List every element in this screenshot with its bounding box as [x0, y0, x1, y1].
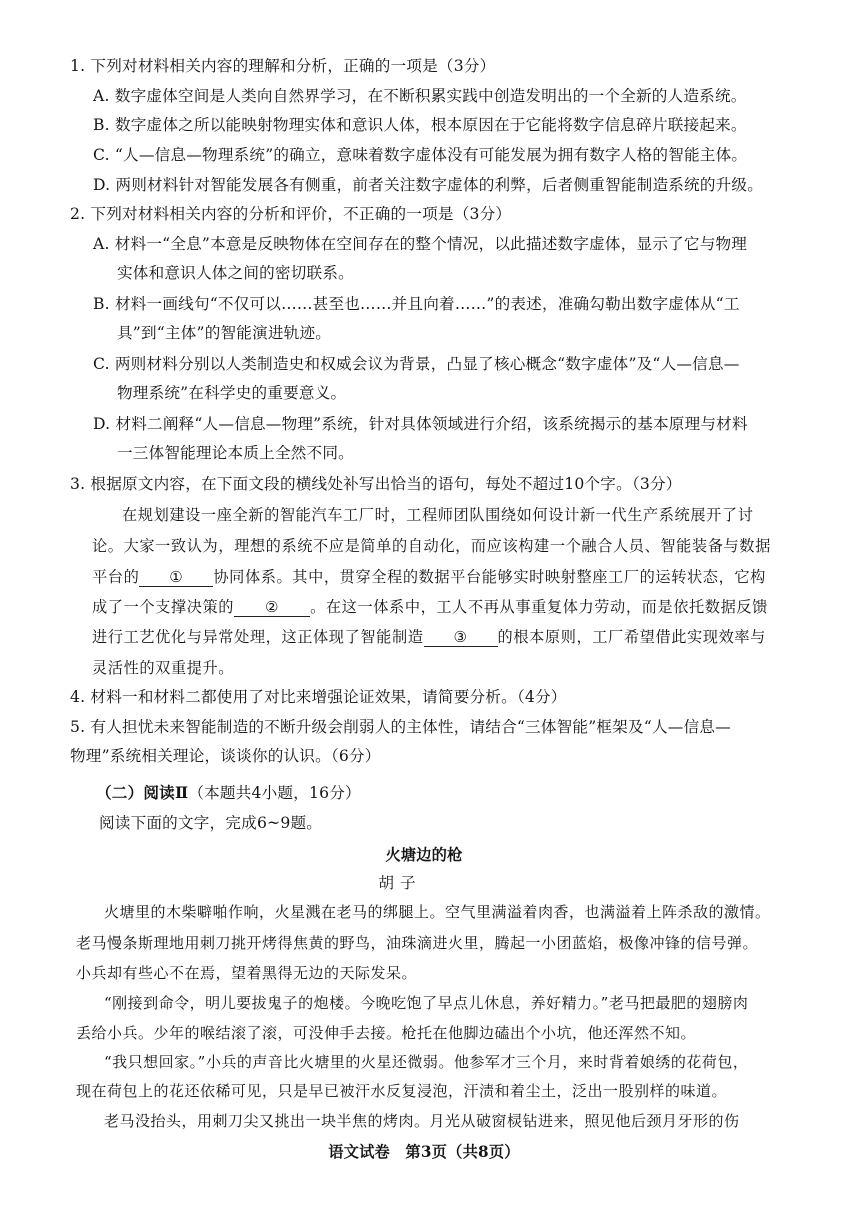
section-heading: [96, 783, 361, 803]
q2-option-c: C. 两则材料分别以人类制造史和权威会议为背景，凸显了核心概念“数字虚体”及“人—信息—: [93, 355, 740, 373]
story-line: 老马没抬头，用刺刀尖又挑出一块半焦的烤肉。月光从破窗棂钻进来，照见他后颈月牙形的伤: [104, 1112, 740, 1130]
section-subtitle: （本题共4小题，16分）: [188, 784, 361, 802]
story-line: 老马慢条斯理地用刺刀挑开烤得焦黄的野鸟，油珠滴进火里，腾起一小团蓝焰，极像冲锋的信号弹。: [76, 934, 759, 952]
q3-text: 。在这一体系中，工人不再从事重复体力劳动，而是依托数据反馈: [310, 598, 768, 616]
q2-option-d-cont: 一三体智能理论本质上全然不同。: [117, 444, 354, 462]
story-line: “我只想回家。”小兵的声音比火塘里的火星还微弱。他参军才三个月，来时背着娘绣的花荷包，: [104, 1053, 749, 1071]
q3-text: 协同体系。其中，贯穿全程的数据平台能够实时映射整座工厂的运转状态，它构: [213, 568, 766, 586]
q3-passage-line: [92, 597, 768, 617]
story-line: “刚接到命令，明儿要拔鬼子的炮楼。今晚吃饱了早点儿休息，养好精力。”老马把最肥的翅膀肉: [104, 994, 749, 1012]
q3-passage-line: 论。大家一致认为，理想的系统不应是简单的自动化，而应该构建一个融合人员、智能装备与数据: [92, 537, 771, 555]
q5-stem: 5. 有人担忧未来智能制造的不断升级会削弱人的主体性，请结合“三体智能”框架及“人—信息—: [70, 718, 731, 736]
section-instruction: 阅读下面的文字，完成6~9题。: [99, 814, 323, 832]
q3-text: 成了一个支撑决策的: [92, 598, 235, 616]
story-title: 火塘边的枪: [385, 845, 463, 864]
q3-text: 进行工艺优化与异常处理，这正体现了智能制造: [92, 628, 424, 646]
page-footer: 语文试卷 第3页（共8页）: [328, 1142, 520, 1161]
story-line: 现在荷包上的花还依稀可见，只是早已被汗水反复浸泡，汗渍和着尘土，泛出一股别样的味道。: [76, 1082, 728, 1100]
story-line: 小兵却有些心不在焉，望着黑得无边的天际发呆。: [76, 964, 418, 982]
section-title: （二）阅读Ⅱ: [96, 783, 189, 802]
story-line: 丢给小兵。少年的喉结滚了滚，可没伸手去接。枪托在他脚边磕出个小坑，他还浑然不知。: [76, 1024, 697, 1042]
answer-blank-3[interactable]: ③: [424, 628, 498, 647]
answer-blank-1[interactable]: ①: [139, 568, 213, 587]
story-line: 火塘里的木柴噼啪作响，火星溅在老马的绑腿上。空气里满溢着肉香，也满溢着上阵杀敌的激情。: [104, 903, 771, 921]
q3-stem: 3. 根据原文内容，在下面文段的横线处补写出恰当的语句，每处不超过10个字。（3分）: [70, 475, 682, 493]
q4-stem: 4. 材料一和材料二都使用了对比来增强论证效果，请简要分析。（4分）: [70, 688, 567, 706]
q2-option-a-cont: 实体和意识人体之间的密切联系。: [117, 264, 354, 282]
q3-passage-line: [92, 567, 766, 587]
q1-option-d: D. 两则材料针对智能发展各有侧重，前者关注数字虚体的利弊，后者侧重智能制造系统的升级。: [93, 176, 764, 194]
q2-option-b-cont: 具”到“主体”的智能演进轨迹。: [117, 324, 332, 342]
q2-option-d: D. 材料二阐释“人—信息—物理”系统，针对具体领域进行介绍，该系统揭示的基本原理与材料: [93, 415, 748, 433]
q3-text: 平台的: [92, 568, 140, 586]
story-author: 胡子: [378, 874, 422, 892]
q2-stem: 2. 下列对材料相关内容的分析和评价，不正确的一项是（3分）: [70, 205, 512, 223]
q1-option-a: A. 数字虚体空间是人类向自然界学习，在不断积累实践中创造发明出的一个全新的人造系统。: [93, 87, 747, 105]
answer-blank-2[interactable]: ②: [234, 598, 310, 617]
q2-option-b: B. 材料一画线句“不仅可以……甚至也……并且向着……”的表述，准确勾勒出数字虚体从“工: [93, 295, 740, 313]
q2-option-a: A. 材料一“全息”本意是反映物体在空间存在的整个情况，以此描述数字虚体，显示了它与物理: [93, 235, 748, 253]
q3-passage-line: 灵活性的双重提升。: [92, 659, 235, 677]
q1-option-b: B. 数字虚体之所以能映射物理实体和意识人体，根本原因在于它能将数字信息碎片联接起来。: [93, 116, 747, 134]
q2-option-c-cont: 物理系统”在科学史的重要意义。: [117, 384, 347, 402]
q3-passage-line: 在规划建设一座全新的智能汽车工厂时，工程师团队围绕如何设计新一代生产系统展开了讨: [122, 506, 754, 524]
q5-stem-cont: 物理”系统相关理论，谈谈你的认识。（6分）: [70, 747, 381, 765]
q3-passage-line: [92, 627, 766, 647]
q1-stem: 1. 下列对材料相关内容的理解和分析，正确的一项是（3分）: [70, 57, 496, 75]
q1-option-c: C. “人—信息—物理系统”的确立，意味着数字虚体没有可能发展为拥有数字人格的智能主体。: [93, 146, 748, 164]
q3-text: 的根本原则，工厂希望借此实现效率与: [497, 628, 766, 646]
